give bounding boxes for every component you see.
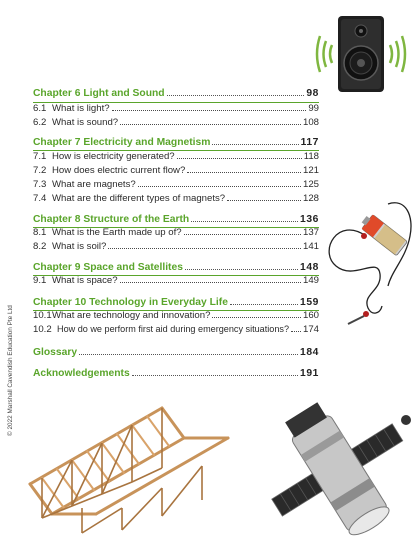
glossary-title: Glossary [33, 347, 78, 358]
dot-leader [79, 354, 298, 355]
section-page-number: 149 [302, 275, 319, 286]
section-number: 6.1 [33, 103, 47, 114]
dot-leader [112, 110, 307, 111]
acknowledgements-entry[interactable] [33, 366, 319, 379]
copyright-notice: © 2022 Marshall Cavendish Education Pte Ltd [7, 305, 14, 436]
section-page-number: 141 [302, 241, 319, 252]
section-title: What is the Earth made up of? [52, 227, 182, 238]
section-title: What are magnets? [52, 179, 136, 190]
section-entry[interactable] [33, 308, 319, 321]
chapter-title: Chapter 7 Electricity and Magnetism [33, 137, 211, 148]
dot-leader [230, 304, 298, 305]
section-number: 10.2 [33, 324, 52, 335]
section-title: What are technology and innovation? [52, 310, 211, 321]
section-number: 8.2 [33, 241, 47, 252]
section-title: How does electric current flow? [52, 165, 186, 176]
section-page-number: 118 [303, 151, 319, 162]
dot-leader [132, 375, 298, 376]
section-page-number: 174 [302, 324, 319, 335]
dot-leader [138, 186, 301, 187]
section-number: 7.1 [33, 151, 47, 162]
dot-leader [191, 221, 298, 222]
acknowledgements-title: Acknowledgements [33, 368, 130, 379]
chapter-page-number: 98 [306, 88, 319, 99]
section-entry[interactable] [33, 177, 319, 190]
section-entry[interactable] [33, 115, 319, 128]
section-title: What is soil? [52, 241, 107, 252]
dot-leader [227, 200, 301, 201]
section-entry[interactable] [33, 273, 319, 286]
dot-leader [120, 124, 301, 125]
chapter-title: Chapter 8 Structure of the Earth [33, 214, 190, 225]
chapter-title: Chapter 10 Technology in Everyday Life [33, 297, 228, 308]
section-title: What is space? [52, 275, 118, 286]
section-entry[interactable] [33, 163, 319, 176]
bridge-model-image [12, 388, 244, 538]
section-title: What is light? [52, 103, 110, 114]
chapter-page-number: 148 [300, 262, 319, 273]
acknowledgements-page-number: 191 [300, 368, 319, 379]
chapter-title: Chapter 6 Light and Sound [33, 88, 165, 99]
dot-leader [212, 144, 298, 145]
dot-leader [167, 95, 305, 96]
section-number: 9.1 [33, 275, 47, 286]
section-number: 6.2 [33, 117, 47, 128]
dot-leader [108, 248, 301, 249]
chapter-page-number: 136 [300, 214, 319, 225]
section-entry[interactable] [33, 322, 319, 335]
section-entry[interactable] [33, 225, 319, 238]
chapter-heading[interactable] [33, 86, 319, 99]
section-page-number: 137 [302, 227, 319, 238]
section-page-number: 128 [302, 193, 319, 204]
dot-leader [177, 158, 302, 159]
section-number: 10.1 [33, 310, 52, 321]
dot-leader [291, 331, 301, 332]
chapter-heading[interactable] [33, 212, 319, 225]
section-page-number: 99 [308, 103, 319, 114]
chapter-page-number: 159 [300, 297, 319, 308]
section-page-number: 160 [302, 310, 319, 321]
chapter-page-number: 117 [300, 137, 319, 148]
section-entry[interactable] [33, 191, 319, 204]
section-number: 8.1 [33, 227, 47, 238]
dot-leader [120, 282, 301, 283]
section-page-number: 108 [302, 117, 319, 128]
chapter-heading[interactable] [33, 295, 319, 308]
dot-leader [187, 172, 301, 173]
chapter-title: Chapter 9 Space and Satellites [33, 262, 183, 273]
section-page-number: 125 [302, 179, 319, 190]
battery-circuit-image [318, 196, 416, 326]
section-number: 7.2 [33, 165, 47, 176]
dot-leader [185, 269, 298, 270]
section-title: What is sound? [52, 117, 119, 128]
speaker-image [312, 14, 410, 94]
chapter-heading[interactable] [33, 135, 319, 148]
space-telescope-image [258, 398, 416, 549]
section-page-number: 121 [302, 165, 319, 176]
chapter-heading[interactable] [33, 260, 319, 273]
section-entry[interactable] [33, 101, 319, 114]
dot-leader [184, 234, 301, 235]
section-number: 7.4 [33, 193, 47, 204]
section-number: 7.3 [33, 179, 47, 190]
section-title: What are the different types of magnets? [52, 193, 226, 204]
glossary-page-number: 184 [300, 347, 319, 358]
section-title: How do we perform first aid during emergency situations? [57, 324, 289, 334]
dot-leader [212, 317, 301, 318]
section-entry[interactable] [33, 239, 319, 252]
section-title: How is electricity generated? [52, 151, 175, 162]
glossary-entry[interactable] [33, 345, 319, 358]
section-entry[interactable] [33, 149, 319, 162]
